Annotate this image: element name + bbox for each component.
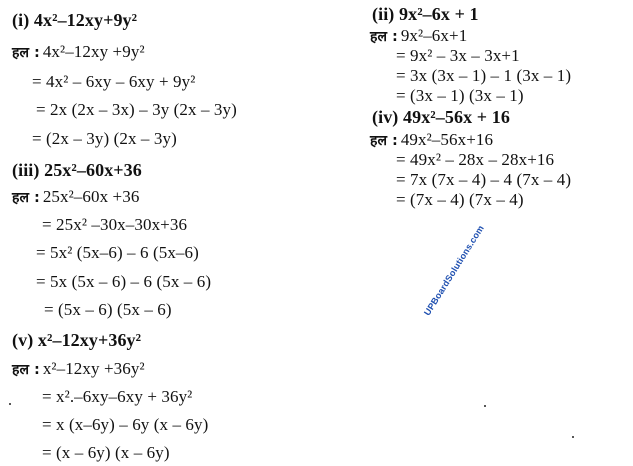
question-3-title: (iii) 25x²–60x+36 — [12, 160, 142, 180]
question-2-step: = 9x² – 3x – 3x+1 — [396, 46, 520, 65]
question-3-step: = 25x² –30x–30x+36 — [42, 215, 188, 234]
question-4-title: (iv) 49x²–56x + 16 — [372, 107, 510, 127]
solution-start-expr: 9x²–6x+1 — [400, 26, 468, 45]
hal-label: हल : — [12, 190, 40, 206]
question-5-step: = x².–6xy–6xy + 36y² — [42, 387, 193, 406]
question-1-step: = 4x² – 6xy – 6xy + 9y² — [32, 72, 196, 91]
question-5-solution-start — [12, 359, 145, 380]
scan-speck — [484, 405, 486, 407]
question-5-step: = (x – 6y) (x – 6y) — [42, 443, 170, 462]
question-2-title: (ii) 9x²–6x + 1 — [372, 4, 479, 24]
question-2-step: = (3x – 1) (3x – 1) — [396, 86, 524, 105]
question-4-solution-start — [370, 130, 493, 151]
hal-label: हल : — [370, 133, 398, 149]
solution-start-expr: 25x²–60x +36 — [42, 187, 140, 206]
scan-speck — [9, 403, 11, 405]
watermark-text: UPBoardSolutions.com — [422, 223, 486, 318]
solution-start-expr: 49x²–56x+16 — [400, 130, 494, 149]
solution-start-expr: 4x²–12xy +9y² — [42, 42, 145, 61]
question-3-solution-start — [12, 187, 139, 208]
question-4-step: = (7x – 4) (7x – 4) — [396, 190, 524, 209]
hal-label: हल : — [370, 29, 398, 45]
question-5-title: (v) x²–12xy+36y² — [12, 330, 142, 350]
question-4-step: = 7x (7x – 4) – 4 (7x – 4) — [396, 170, 572, 189]
question-2-solution-start — [370, 26, 467, 47]
question-3-step: = 5x (5x – 6) – 6 (5x – 6) — [36, 272, 212, 291]
question-1-solution-start — [12, 42, 145, 63]
question-1-step: = (2x – 3y) (2x – 3y) — [32, 129, 177, 148]
question-1-title: (i) 4x²–12xy+9y² — [12, 10, 138, 30]
scan-speck — [572, 436, 574, 438]
hal-label: हल : — [12, 45, 40, 61]
question-4-step: = 49x² – 28x – 28x+16 — [396, 150, 555, 169]
question-3-step: = 5x² (5x–6) – 6 (5x–6) — [36, 243, 199, 262]
question-2-step: = 3x (3x – 1) – 1 (3x – 1) — [396, 66, 572, 85]
solution-start-expr: x²–12xy +36y² — [42, 359, 145, 378]
question-5-step: = x (x–6y) – 6y (x – 6y) — [42, 415, 209, 434]
question-3-step: = (5x – 6) (5x – 6) — [44, 300, 172, 319]
question-1-step: = 2x (2x – 3x) – 3y (2x – 3y) — [36, 100, 237, 119]
hal-label: हल : — [12, 362, 40, 378]
